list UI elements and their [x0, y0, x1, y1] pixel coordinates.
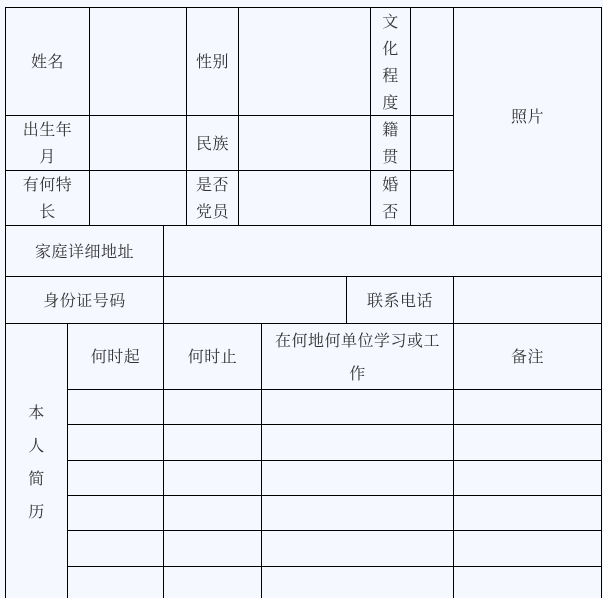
resume-row-end-cell[interactable]: [164, 425, 261, 460]
marriage-label-char: 否: [382, 202, 399, 221]
marriage-label: [371, 171, 410, 225]
native-label-char: 贯: [382, 147, 399, 166]
resume-row-start-cell[interactable]: [68, 390, 163, 424]
address-label: 家庭详细地址: [34, 241, 134, 261]
ethnicity-field[interactable]: [239, 116, 370, 170]
resume-row-place-cell[interactable]: [262, 425, 453, 460]
gender-field[interactable]: [239, 8, 370, 115]
resume-label-char: 人: [28, 436, 45, 455]
start-header: 何时起: [90, 347, 141, 366]
phone-label: 联系电话: [366, 290, 433, 310]
resume-row-place-cell[interactable]: [262, 461, 453, 495]
resume-row-end-cell[interactable]: [164, 567, 261, 598]
resume-row-place-cell[interactable]: [262, 496, 453, 530]
phone-field[interactable]: [454, 277, 601, 323]
resume-row-place-cell[interactable]: [262, 567, 453, 598]
party-label: 是否党员: [195, 175, 229, 221]
education-label-char: 化: [382, 38, 399, 58]
skills-field[interactable]: [90, 171, 186, 225]
marriage-label-char: 婚: [382, 175, 399, 194]
party-field[interactable]: [239, 171, 370, 225]
resume-row-start-cell[interactable]: [68, 461, 163, 495]
native-label-char: 籍: [382, 120, 399, 139]
resume-row-place-cell[interactable]: [262, 390, 453, 424]
resume-row-note-cell[interactable]: [454, 531, 601, 566]
birth-field[interactable]: [90, 116, 186, 170]
resume-label-char: 本: [28, 403, 45, 422]
native-label: [371, 116, 410, 170]
skills-label: 有何特长: [22, 175, 73, 221]
name-label: 姓名: [30, 52, 64, 71]
resume-label-char: 历: [28, 502, 45, 521]
note-header: 备注: [510, 347, 544, 366]
id-field[interactable]: [164, 277, 346, 323]
resume-label: [6, 324, 67, 598]
marriage-field[interactable]: [411, 171, 453, 225]
resume-row-note-cell[interactable]: [454, 425, 601, 460]
education-label-char: 文: [382, 11, 399, 31]
education-field[interactable]: [411, 8, 453, 115]
grid-line: [601, 7, 602, 598]
resume-row-start-cell[interactable]: [68, 531, 163, 566]
address-field[interactable]: [164, 226, 601, 276]
gender-label: 性别: [195, 52, 229, 71]
resume-label-char: 简: [28, 469, 45, 488]
ethnicity-label: 民族: [195, 133, 229, 153]
resume-row-end-cell[interactable]: [164, 531, 261, 566]
resume-row-start-cell[interactable]: [68, 496, 163, 530]
id-label: 身份证号码: [43, 290, 126, 310]
name-field[interactable]: [90, 8, 186, 115]
photo-label: 照片: [510, 107, 544, 126]
resume-row-note-cell[interactable]: [454, 390, 601, 424]
end-header: 何时止: [187, 347, 238, 366]
education-label: [371, 8, 410, 115]
resume-row-end-cell[interactable]: [164, 496, 261, 530]
resume-row-note-cell[interactable]: [454, 567, 601, 598]
resume-row-start-cell[interactable]: [68, 425, 163, 460]
resume-row-start-cell[interactable]: [68, 567, 163, 598]
resume-row-note-cell[interactable]: [454, 496, 601, 530]
place-header: 在何地何单位学习或工作: [274, 330, 440, 383]
resume-row-note-cell[interactable]: [454, 461, 601, 495]
resume-row-end-cell[interactable]: [164, 461, 261, 495]
education-label-char: 程: [382, 65, 399, 85]
birth-label: 出生年月: [22, 120, 73, 166]
resume-row-place-cell[interactable]: [262, 531, 453, 566]
education-label-char: 度: [382, 92, 399, 112]
native-field[interactable]: [411, 116, 453, 170]
resume-row-end-cell[interactable]: [164, 390, 261, 424]
